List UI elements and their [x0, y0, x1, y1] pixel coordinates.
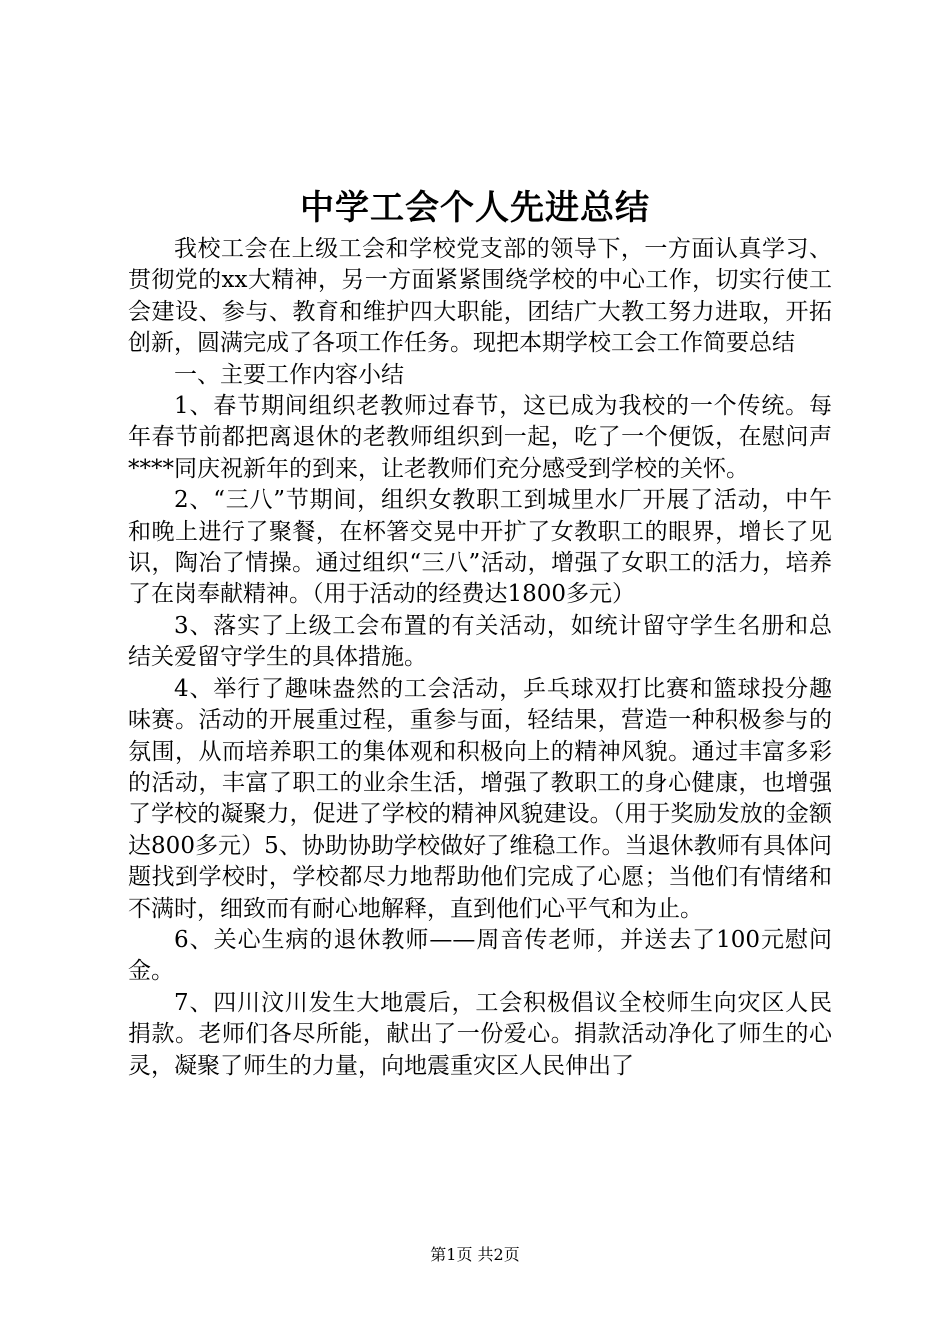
section-heading: 一、主要工作内容小结 — [174, 361, 404, 388]
document-body — [128, 234, 832, 1082]
page-footer: 第1页 共2页 — [430, 1245, 520, 1264]
paragraph-item-4: 4、举行了趣味盎然的工会活动，乒乓球双打比赛和篮球投分趣味赛。活动的开展重过程，重参与面，轻结果，营造一种积极参与的氛围，从而培养职工的集体观和积极向上的精神风貌。通过丰富多彩的活动，丰富了职工的业余生活，增强了教职工的身心健康，也增强了学校的凝聚力，促进了学校的精神风貌建设。（用于奖励发放的金额达800多元）5、协助协助学校做好了维稳工作。当退休教师有具体问题找到学校时，学校都尽力地帮助他们完成了心愿；当他们有情绪和不满时，细致而有耐心地解释，直到他们心平气和为止。 — [128, 675, 832, 922]
paragraph-intro: 我校工会在上级工会和学校党支部的领导下，一方面认真学习、贯彻党的xx大精神，另一方面紧紧围绕学校的中心工作，切实行使工会建设、参与、教育和维护四大职能，团结广大教工努力进取，开拓创新，圆满完成了各项工作任务。现把本期学校工会工作简要总结 — [128, 236, 832, 357]
document-title: 中学工会个人先进总结 — [300, 188, 650, 228]
paragraph-item-2: 2、“三八”节期间，组织女教职工到城里水厂开展了活动，中午和晚上进行了聚餐，在杯箸交晃中开扩了女教职工的眼界，增长了见识，陶冶了情操。通过组织“三八”活动，增强了女职工的活力，培养了在岗奉献精神。（用于活动的经费达1800多元） — [128, 487, 832, 608]
paragraph-item-3: 3、落实了上级工会布置的有关活动，如统计留守学生名册和总结关爱留守学生的具体措施。 — [128, 612, 832, 671]
paragraph-item-1: 1、春节期间组织老教师过春节，这已成为我校的一个传统。每年春节前都把离退休的老教师组织到一起，吃了一个便饭，在慰问声****同庆祝新年的到来，让老教师们充分感受到学校的关怀。 — [128, 393, 832, 482]
paragraph-item-6: 6、关心生病的退休教师——周音传老师，并送去了100元慰问金。 — [128, 926, 832, 985]
paragraph-item-7: 7、四川汶川发生大地震后，工会积极倡议全校师生向灾区人民捐款。老师们各尽所能，献出了一份爱心。捐款活动净化了师生的心灵，凝聚了师生的力量，向地震重灾区人民伸出了 — [128, 989, 832, 1079]
